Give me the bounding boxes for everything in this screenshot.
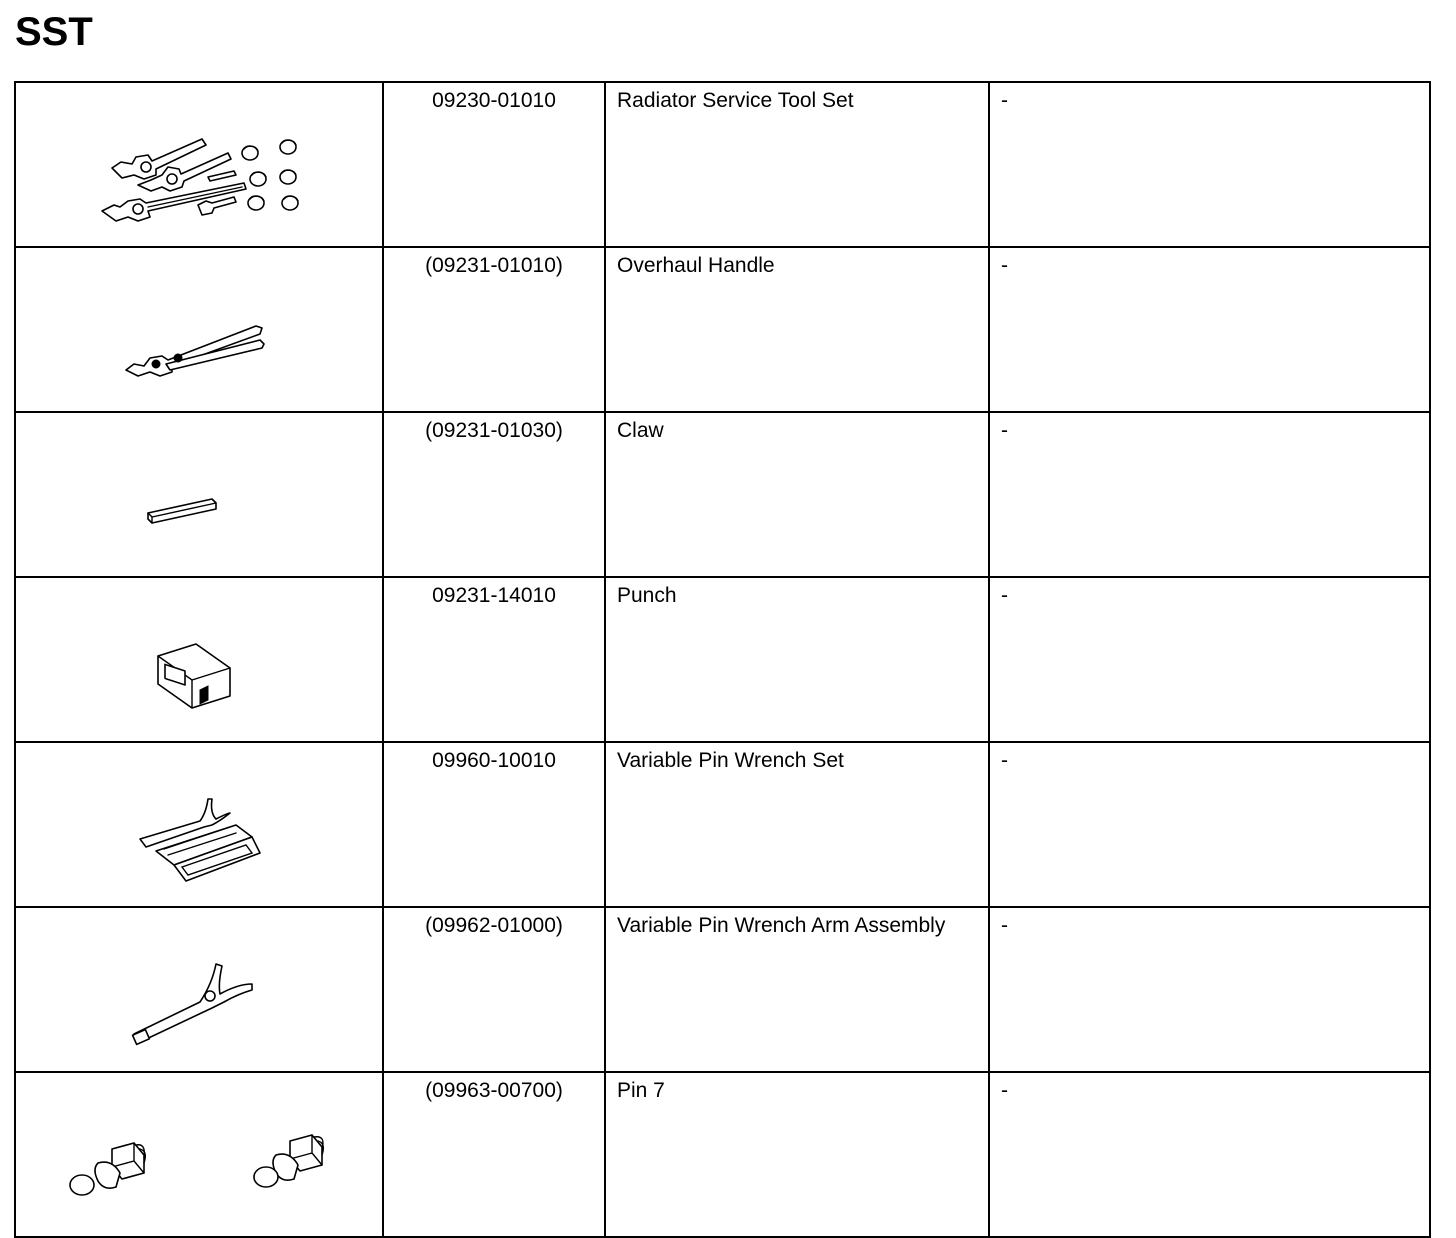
tool-name-cell: Punch bbox=[605, 577, 989, 742]
note-cell: - bbox=[989, 907, 1430, 1072]
tool-illustration-cell bbox=[15, 577, 383, 742]
note-cell: - bbox=[989, 742, 1430, 907]
note-cell: - bbox=[989, 412, 1430, 577]
punch-icon bbox=[16, 578, 384, 735]
page-title: SST bbox=[15, 10, 93, 54]
tool-name-cell: Pin 7 bbox=[605, 1072, 989, 1237]
tool-illustration-cell bbox=[15, 247, 383, 412]
tool-illustration-cell bbox=[15, 412, 383, 577]
table-row bbox=[15, 907, 1430, 1072]
tool-illustration-cell bbox=[15, 907, 383, 1072]
note-cell: - bbox=[989, 82, 1430, 247]
part-number-cell: 09230-01010 bbox=[383, 82, 605, 247]
variable-pin-wrench-set-icon bbox=[16, 743, 384, 900]
part-number-cell: (09962-01000) bbox=[383, 907, 605, 1072]
table-row bbox=[15, 247, 1430, 412]
sst-table bbox=[14, 81, 1431, 1238]
note-cell: - bbox=[989, 247, 1430, 412]
tool-name-cell: Variable Pin Wrench Arm Assembly bbox=[605, 907, 989, 1072]
tool-name-cell: Variable Pin Wrench Set bbox=[605, 742, 989, 907]
table-row bbox=[15, 412, 1430, 577]
part-number-cell: 09960-10010 bbox=[383, 742, 605, 907]
part-number-cell: (09231-01030) bbox=[383, 412, 605, 577]
table-row bbox=[15, 742, 1430, 907]
tool-name-cell: Overhaul Handle bbox=[605, 247, 989, 412]
note-cell: - bbox=[989, 577, 1430, 742]
overhaul-handle-icon bbox=[16, 248, 384, 405]
table-row bbox=[15, 1072, 1430, 1237]
tool-name-cell: Radiator Service Tool Set bbox=[605, 82, 989, 247]
table-row bbox=[15, 82, 1430, 247]
tool-illustration-cell bbox=[15, 742, 383, 907]
radiator-service-tool-set-icon bbox=[16, 83, 384, 240]
note-cell: - bbox=[989, 1072, 1430, 1237]
variable-pin-wrench-arm-icon bbox=[16, 908, 384, 1065]
part-number-cell: (09231-01010) bbox=[383, 247, 605, 412]
tool-illustration-cell bbox=[15, 82, 383, 247]
part-number-cell: (09963-00700) bbox=[383, 1072, 605, 1237]
claw-icon bbox=[16, 413, 384, 570]
part-number-cell: 09231-14010 bbox=[383, 577, 605, 742]
tool-illustration-cell bbox=[15, 1072, 383, 1237]
pin-7-icon bbox=[16, 1073, 384, 1230]
tool-name-cell: Claw bbox=[605, 412, 989, 577]
table-row bbox=[15, 577, 1430, 742]
